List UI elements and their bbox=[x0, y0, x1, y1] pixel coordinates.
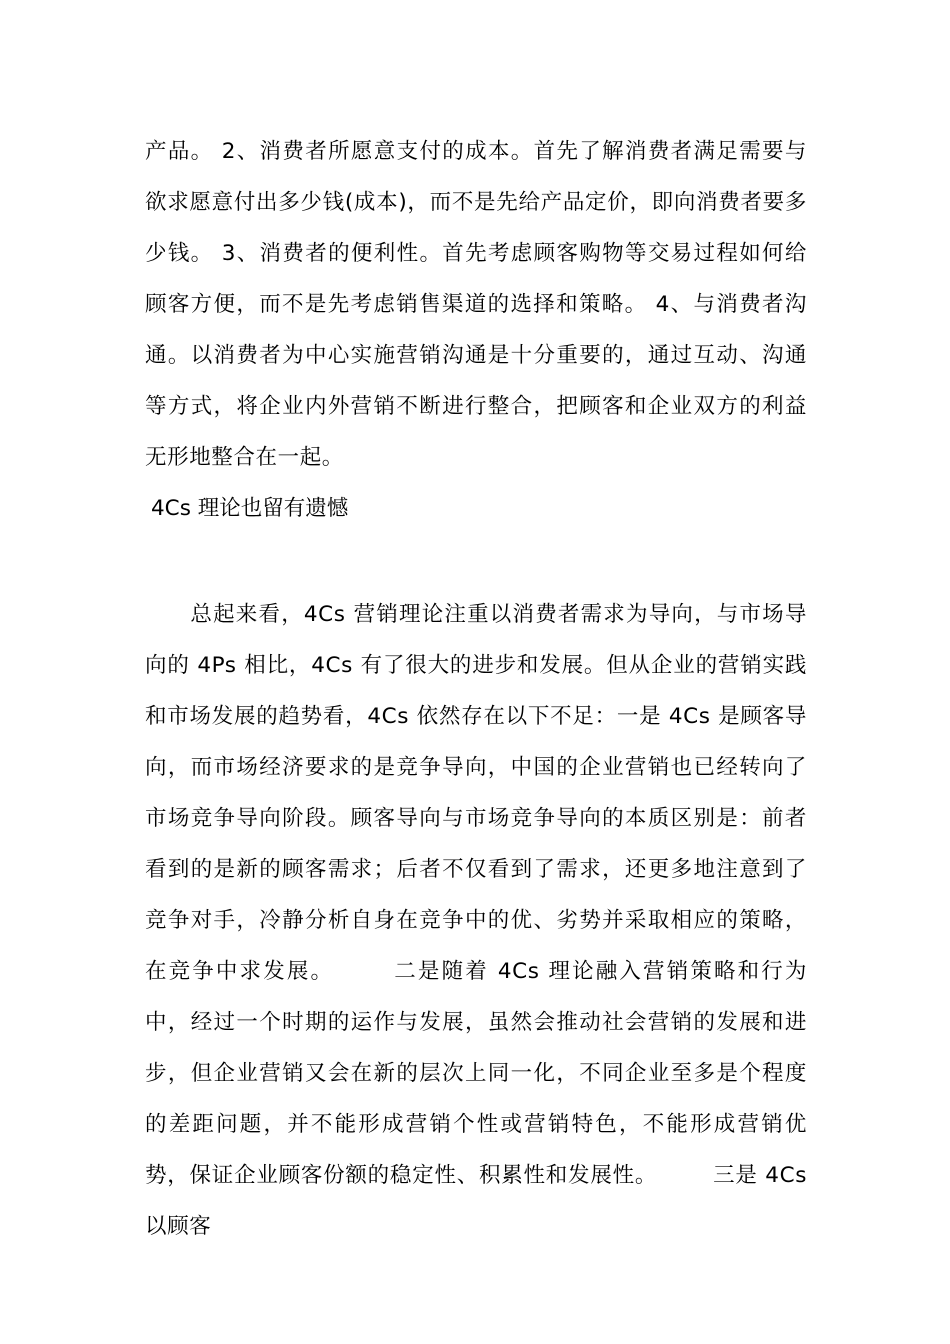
paragraph-spacer bbox=[145, 534, 807, 589]
document-page bbox=[145, 126, 815, 1252]
body-paragraph-2: 总起来看，4Cs 营销理论注重以消费者需求为导向，与市场导向的 4Ps 相比，4Cs 有了很大的进步和发展。但从企业的营销实践和市场发展的趋势看，4Cs 依然存在以下不足：一是 4Cs 是顾客导向，而市场经济要求的是竞争导向，中国的企业营销也已经转向了市场竞争导向阶段。顾客导向与市场竞争导向的本质区别是：前者看到的是新的顾客需求；后者不仅看到了需求，还更多地注意到了竞争对手，冷静分析自身在竞争中的优、劣势并采取相应的策略，在竞争中求发展。 二是随着 4Cs 理论融入营销策略和行为中，经过一个时期的运作与发展，虽然会推动社会营销的发展和进步，但企业营销又会在新的层次上同一化，不同企业至多是个程度的差距问题，并不能形成营销个性或营销特色，不能形成营销优势，保证企业顾客份额的稳定性、积累性和发展性。 三是 4Cs 以顾客 bbox=[145, 602, 815, 1239]
section-heading: 4Cs 理论也留有遗憾 bbox=[151, 496, 349, 521]
body-paragraph-1: 产品。 2、消费者所愿意支付的成本。首先了解消费者满足需要与欲求愿意付出多少钱(成本)，而不是先给产品定价，即向消费者要多少钱。 3、消费者的便利性。首先考虑顾客购物等交易过程如何给顾客方便，而不是先考虑销售渠道的选择和策略。 4、与消费者沟通。以消费者为中心实施营销沟通是十分重要的，通过互动、沟通等方式，将企业内外营销不断进行整合，把顾客和企业双方的利益无形地整合在一起。 bbox=[145, 139, 807, 470]
